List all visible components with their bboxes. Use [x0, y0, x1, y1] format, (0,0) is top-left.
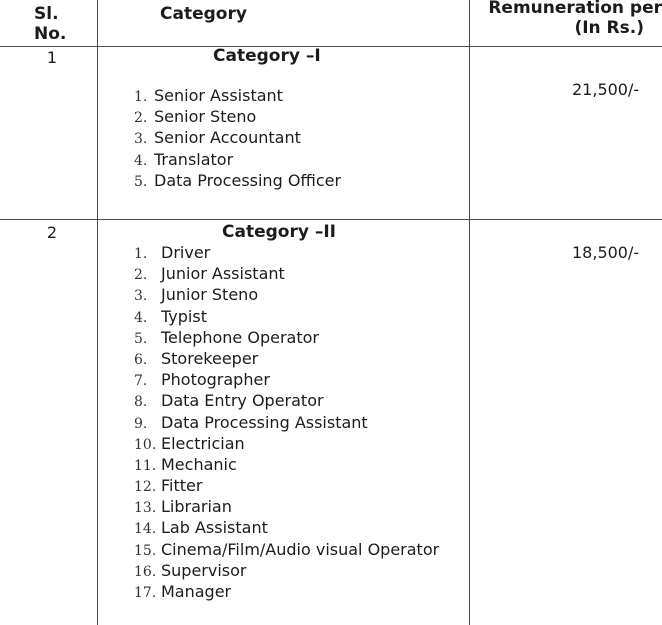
- list-item-number: 16.: [134, 563, 157, 580]
- list-item: [134, 306, 439, 327]
- list-item-number: 5.: [134, 173, 148, 190]
- list-item: [134, 539, 439, 560]
- list-item-label: Senior Accountant: [154, 128, 301, 148]
- list-item: [134, 85, 341, 106]
- list-item-label: Data Entry Operator: [161, 391, 324, 411]
- list-item: [134, 390, 439, 411]
- list-item: [134, 581, 439, 602]
- list-item: [134, 348, 439, 369]
- header-remuneration-line2: (In Rs.): [574, 18, 644, 38]
- list-item-label: Fitter: [161, 476, 203, 496]
- list-item-number: 2.: [134, 267, 148, 284]
- list-item: [134, 263, 439, 284]
- list-item: [134, 475, 439, 496]
- row-2-category-title: Category –II: [222, 222, 336, 242]
- column-divider-remuneration: [469, 0, 470, 625]
- column-divider-sl: [97, 0, 98, 625]
- list-item-number: 1.: [134, 246, 148, 262]
- list-item: [134, 433, 439, 454]
- header-sl-no: [34, 4, 66, 44]
- list-item-label: Lab Assistant: [161, 518, 268, 538]
- list-item-number: 12.: [134, 479, 157, 496]
- header-bottom-rule: [0, 46, 662, 47]
- list-item-label: Junior Steno: [161, 285, 259, 305]
- row-2-sl-no: 2: [46, 223, 58, 242]
- header-remuneration-line1: Remuneration per: [488, 0, 662, 18]
- list-item-label: Mechanic: [161, 454, 237, 474]
- list-item-number: 6.: [134, 351, 148, 368]
- list-item: [134, 454, 439, 475]
- header-sl-line1: Sl.: [34, 4, 59, 24]
- list-item: [134, 242, 439, 263]
- row-2-role-list: [134, 242, 439, 602]
- list-item: [134, 327, 439, 348]
- list-item-label: Junior Assistant: [161, 264, 285, 284]
- list-item-label: Driver: [161, 243, 211, 262]
- list-item: [134, 369, 439, 390]
- list-item-number: 8.: [134, 394, 148, 411]
- list-item-label: Cinema/Film/Audio visual Operator: [161, 539, 440, 559]
- list-item-number: 13.: [134, 500, 157, 517]
- list-item-label: Senior Assistant: [154, 86, 283, 105]
- list-item-label: Supervisor: [161, 560, 247, 580]
- list-item-label: Typist: [161, 306, 207, 326]
- list-item-number: 17.: [134, 585, 157, 601]
- list-item-number: 2.: [134, 110, 148, 127]
- list-item: [134, 517, 439, 538]
- list-item: [134, 127, 341, 148]
- row-1-sl-no: 1: [46, 48, 58, 67]
- list-item-label: Data Processing Assistant: [161, 412, 368, 432]
- list-item-number: 9.: [134, 415, 148, 432]
- row-1-remuneration: 21,500/-: [572, 80, 640, 99]
- header-sl-line2: No.: [34, 24, 67, 44]
- list-item-number: 11.: [134, 457, 157, 474]
- list-item-number: 14.: [134, 521, 157, 538]
- list-item-label: Storekeeper: [161, 348, 259, 368]
- list-item: [134, 560, 439, 581]
- row-1-role-list: [134, 85, 341, 191]
- list-item-label: Photographer: [161, 370, 270, 390]
- list-item: [134, 284, 439, 305]
- row-divider-rule: [0, 219, 662, 220]
- list-item-label: Telephone Operator: [161, 327, 319, 347]
- list-item: [134, 170, 341, 191]
- list-item-label: Senior Steno: [154, 107, 257, 127]
- list-item-label: Data Processing Officer: [154, 170, 342, 190]
- header-category: Category: [160, 4, 247, 24]
- list-item-number: 4.: [134, 152, 148, 169]
- list-item-label: Manager: [161, 582, 232, 601]
- list-item-number: 7.: [134, 373, 148, 390]
- list-item-label: Librarian: [161, 497, 232, 517]
- list-item-number: 4.: [134, 309, 148, 326]
- list-item-number: 5.: [134, 330, 148, 347]
- list-item-number: 15.: [134, 542, 157, 559]
- list-item-number: 10.: [134, 436, 157, 453]
- header-remuneration: [478, 0, 662, 38]
- row-1-category-title: Category –I: [213, 46, 321, 66]
- list-item: [134, 149, 341, 170]
- list-item-number: 3.: [134, 288, 148, 305]
- list-item-number: 1.: [134, 89, 148, 105]
- list-item-number: 3.: [134, 131, 148, 148]
- list-item-label: Electrician: [161, 433, 245, 453]
- list-item: [134, 106, 341, 127]
- list-item-label: Translator: [154, 149, 234, 169]
- list-item: [134, 412, 439, 433]
- row-2-remuneration: 18,500/-: [572, 243, 640, 262]
- list-item: [134, 496, 439, 517]
